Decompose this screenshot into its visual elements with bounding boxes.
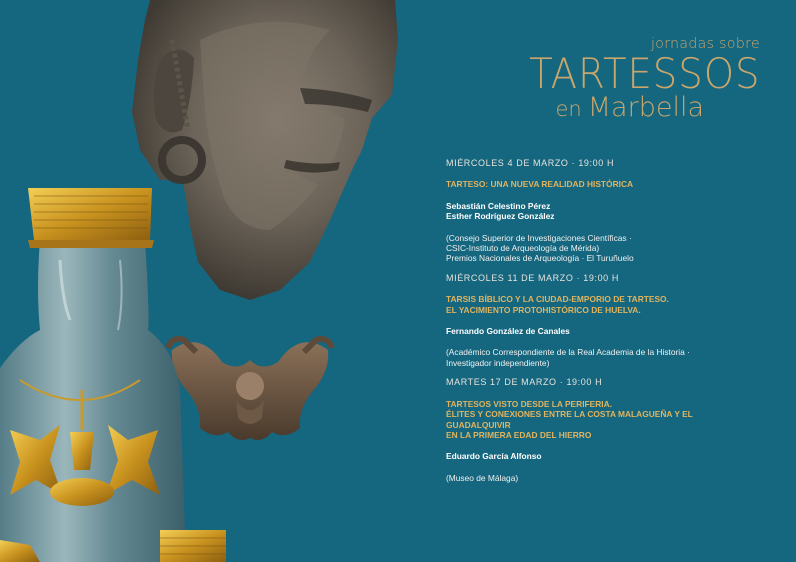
place-name: Marbella: [587, 92, 704, 123]
session-2: [446, 273, 776, 368]
affiliation: [446, 233, 776, 264]
session-date: MARTES 17 DE MARZO · 19:00 H: [446, 377, 603, 388]
talk-title-line: EN LA PRIMERA EDAD DEL HIERRO: [446, 429, 592, 440]
affiliation-line: (Académico Correspondiente de la Real Academia de la Historia ·: [446, 347, 690, 358]
session-1: [446, 158, 776, 264]
session-3: [446, 377, 776, 483]
terracotta-head-sculpture: [132, 0, 398, 300]
talk-title: [446, 294, 776, 315]
affiliation: [446, 473, 776, 483]
affiliation-line: Premios Nacionales de Arqueología · El Turuñuelo: [446, 253, 634, 264]
talk-title-line: TARTESOS VISTO DESDE LA PERIFERIA.: [446, 398, 612, 409]
speaker-name: Fernando González de Canales: [446, 326, 570, 337]
talk-title-line: ÉLITES Y CONEXIONES ENTRE LA COSTA MALAGUEÑA Y EL: [446, 409, 693, 420]
session-date: MIÉRCOLES 11 DE MARZO · 19:00 H: [446, 272, 619, 283]
event-subtitle: jornadas sobre: [650, 36, 760, 52]
affiliation-line: (Consejo Superior de Investigaciones Científicas ·: [446, 232, 632, 243]
affiliation-line: (Museo de Málaga): [446, 472, 519, 483]
session-date: MIÉRCOLES 4 DE MARZO · 19:00 H: [446, 158, 615, 168]
talk-title-line: GUADALQUIVIR: [446, 419, 511, 430]
speaker-name: Eduardo García Alfonso: [446, 451, 542, 462]
speakers: [446, 326, 776, 336]
speakers: [446, 201, 776, 222]
affiliation-line: CSIC-Instituto de Arqueología de Mérida): [446, 243, 600, 254]
speaker-name: Esther Rodríguez González: [446, 211, 555, 222]
event-title: TARTESSOS: [528, 49, 760, 98]
talk-title-line: TARSIS BÍBLICO Y LA CIUDAD-EMPORIO DE TARTESO.: [446, 294, 669, 305]
title-block: [509, 36, 760, 123]
talk-title-line: EL YACIMIENTO PROTOHISTÓRICO DE HUELVA.: [446, 304, 641, 315]
speaker-name: Sebastián Celestino Pérez: [446, 200, 551, 211]
program-schedule: [446, 158, 776, 492]
affiliation: [446, 347, 776, 368]
affiliation-line: Investigador independiente): [446, 357, 550, 368]
bronze-winged-brooch: [168, 339, 332, 440]
talk-title: [446, 179, 776, 189]
place-prefix: en: [555, 97, 582, 121]
talk-title: [446, 399, 776, 441]
talk-title-line: TARTESO: UNA NUEVA REALIDAD HISTÓRICA: [446, 179, 634, 190]
speakers: [446, 451, 776, 461]
